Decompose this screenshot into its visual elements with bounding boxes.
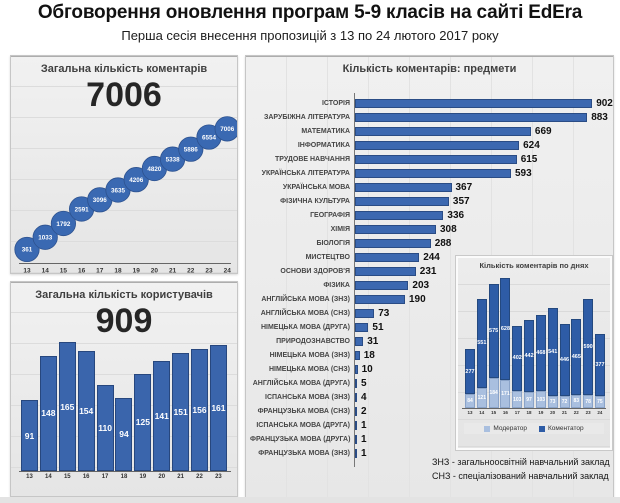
total-comments-title: Загальна кількість коментарів bbox=[40, 63, 208, 75]
x-tick-label: 24 bbox=[223, 267, 231, 273]
users-x-axis-labels bbox=[21, 474, 227, 480]
subject-value: 1 bbox=[361, 419, 367, 431]
day-stacked-bar bbox=[465, 349, 475, 408]
users-bar-value: 151 bbox=[173, 407, 188, 418]
subject-label: АНГЛІЙСЬКА МОВА (ДРУГА) bbox=[252, 379, 350, 387]
day-commentator-value: 575 bbox=[489, 328, 499, 335]
subject-label: ІСПАНСЬКА МОВА (ЗНЗ) bbox=[265, 393, 350, 401]
subject-label: ІСТОРІЯ bbox=[321, 99, 350, 107]
subject-value: 5 bbox=[361, 377, 367, 389]
subject-value: 10 bbox=[361, 363, 373, 375]
subject-label: ЗАРУБІЖНА ЛІТЕРАТУРА bbox=[263, 113, 350, 121]
day-moderator-segment bbox=[524, 392, 534, 408]
subject-label: БІОЛОГІЯ bbox=[316, 239, 350, 247]
day-x-tick: 24 bbox=[597, 410, 603, 415]
users-bar bbox=[40, 356, 57, 471]
footnote-znz: ЗНЗ - загальноосвітній навчальний заклад bbox=[432, 457, 610, 467]
day-moderator-segment bbox=[595, 396, 605, 408]
subject-label: НІМЕЦЬКА МОВА (ЗНЗ) bbox=[269, 351, 350, 359]
subject-value: 231 bbox=[419, 265, 437, 277]
day-moderator-value: 121 bbox=[477, 395, 486, 402]
legend-item bbox=[539, 425, 584, 432]
day-commentator-segment bbox=[524, 320, 534, 392]
users-x-tick: 15 bbox=[63, 474, 71, 480]
day-stacked-bar bbox=[477, 299, 487, 408]
users-bar-value: 148 bbox=[41, 408, 56, 419]
day-moderator-value: 83 bbox=[573, 398, 580, 405]
subject-bar bbox=[355, 239, 431, 248]
subject-value: 624 bbox=[523, 139, 540, 151]
day-moderator-value: 73 bbox=[549, 399, 556, 406]
days-legend bbox=[464, 423, 604, 434]
day-moderator-value: 171 bbox=[501, 391, 510, 398]
day-moderator-value: 72 bbox=[561, 399, 568, 406]
page-title: Обговорення оновлення програм 5-9 класів на сайті EdEra bbox=[37, 2, 583, 23]
subject-label: ІСПАНСЬКА МОВА (ДРУГА) bbox=[256, 421, 350, 429]
subject-label: ІНФОРМАТИКА bbox=[297, 141, 350, 149]
users-bar-value: 161 bbox=[211, 403, 226, 414]
day-commentator-value: 541 bbox=[548, 349, 558, 356]
total-users-title: Загальна кількість користувачів bbox=[35, 289, 213, 301]
day-commentator-segment bbox=[489, 284, 499, 378]
subject-label: ПРИРОДОЗНАВСТВО bbox=[276, 337, 350, 345]
subject-value: 51 bbox=[372, 321, 384, 333]
day-x-tick: 19 bbox=[538, 410, 544, 415]
data-point-label: 5338 bbox=[165, 156, 180, 164]
day-x-tick: 22 bbox=[573, 410, 579, 415]
total-users-panel bbox=[10, 281, 238, 497]
x-tick-label: 16 bbox=[77, 267, 86, 273]
subject-bar bbox=[355, 435, 357, 444]
data-point-label: 1033 bbox=[38, 234, 53, 242]
subject-bar bbox=[355, 309, 374, 318]
day-x-tick: 15 bbox=[491, 410, 497, 415]
day-x-tick: 23 bbox=[585, 410, 591, 415]
day-commentator-segment bbox=[560, 324, 570, 397]
subject-row bbox=[250, 236, 609, 250]
day-x-tick: 16 bbox=[502, 410, 508, 415]
users-bar-value: 141 bbox=[154, 411, 169, 421]
day-x-tick: 20 bbox=[550, 410, 556, 415]
subject-bar bbox=[355, 267, 416, 276]
users-bar-value: 156 bbox=[192, 405, 207, 416]
subject-row bbox=[250, 110, 609, 124]
total-users-big-number: 909 bbox=[95, 302, 153, 340]
day-commentator-value: 377 bbox=[595, 362, 605, 369]
data-point-label: 5886 bbox=[183, 146, 198, 154]
page-subtitle: Перша сесія внесення пропозицій з 13 по 24 лютого 2017 року bbox=[121, 28, 499, 43]
data-point-label: 4820 bbox=[147, 165, 162, 173]
users-bar-value: 154 bbox=[79, 405, 94, 416]
x-tick-label: 19 bbox=[132, 267, 140, 273]
x-tick-label: 20 bbox=[150, 267, 159, 273]
day-x-tick: 21 bbox=[561, 410, 567, 415]
subject-label: ТРУДОВЕ НАВЧАННЯ bbox=[275, 155, 350, 163]
subject-row bbox=[250, 222, 609, 236]
data-point-label: 2591 bbox=[74, 206, 89, 214]
users-bar-value: 165 bbox=[60, 401, 75, 412]
subject-value: 357 bbox=[452, 195, 470, 207]
day-stacked-bar bbox=[524, 320, 534, 408]
day-commentator-segment bbox=[548, 308, 558, 396]
subject-value: 1 bbox=[361, 433, 367, 445]
subject-value: 190 bbox=[409, 293, 426, 305]
subject-label: ФІЗИЧНА КУЛЬТУРА bbox=[280, 197, 350, 205]
day-commentator-value: 551 bbox=[477, 340, 487, 347]
subject-bar bbox=[355, 449, 357, 458]
users-bar bbox=[115, 398, 132, 471]
users-x-tick: 17 bbox=[101, 474, 109, 480]
subject-bar bbox=[355, 351, 360, 360]
day-moderator-segment bbox=[477, 388, 487, 408]
x-tick-label: 21 bbox=[168, 267, 177, 273]
comments-by-subject-panel bbox=[245, 55, 614, 498]
subject-value: 669 bbox=[534, 125, 552, 137]
legend-swatch bbox=[484, 426, 490, 432]
subject-label: ФРАНЦУЗЬКА МОВА (СНЗ) bbox=[257, 407, 350, 415]
users-bar-chart bbox=[21, 342, 227, 471]
subject-value: 18 bbox=[363, 349, 375, 361]
users-bar-value: 91 bbox=[24, 430, 35, 441]
users-x-axis bbox=[19, 471, 231, 472]
data-point-label: 7006 bbox=[220, 126, 235, 134]
subject-label: МИСТЕЦТВО bbox=[305, 253, 350, 261]
subject-row bbox=[250, 152, 609, 166]
subject-bar bbox=[355, 127, 531, 136]
subject-bar bbox=[355, 323, 368, 332]
subject-value: 1 bbox=[361, 447, 367, 459]
subject-bar bbox=[355, 99, 592, 108]
subject-value: 615 bbox=[520, 153, 538, 165]
subject-bar bbox=[355, 281, 408, 290]
users-bar bbox=[134, 374, 151, 472]
day-moderator-segment bbox=[560, 396, 570, 408]
day-moderator-segment bbox=[465, 394, 475, 408]
day-stacked-bar bbox=[489, 284, 499, 408]
subject-bar bbox=[355, 295, 405, 304]
x-tick-label: 23 bbox=[205, 267, 213, 273]
day-stacked-bar bbox=[595, 334, 605, 408]
subject-label: ФРАНЦУЗЬКА МОВА (ДРУГА) bbox=[250, 435, 351, 443]
subject-label: ОСНОВИ ЗДОРОВ'Я bbox=[280, 267, 350, 275]
subject-label: НІМЕЦЬКА МОВА (СНЗ) bbox=[268, 365, 350, 373]
legend-label: Модератор bbox=[493, 425, 527, 432]
day-stacked-bar bbox=[571, 319, 581, 408]
users-x-tick: 18 bbox=[120, 474, 128, 480]
day-moderator-segment bbox=[489, 378, 499, 408]
bottom-strip bbox=[0, 497, 620, 503]
subject-label: ФРАНЦУЗЬКА МОВА (ЗНЗ) bbox=[258, 449, 350, 457]
users-x-tick: 21 bbox=[177, 474, 184, 480]
subject-value: 2 bbox=[361, 405, 367, 417]
subject-row bbox=[250, 124, 609, 138]
users-bar bbox=[21, 400, 38, 471]
subject-bar bbox=[355, 141, 519, 150]
data-point-label: 1792 bbox=[56, 220, 71, 228]
subject-row bbox=[250, 208, 609, 222]
legend-label: Коментатор bbox=[548, 425, 584, 432]
subject-row bbox=[250, 96, 613, 110]
day-commentator-value: 277 bbox=[465, 368, 475, 375]
days-x-axis bbox=[462, 408, 606, 409]
subject-bar bbox=[355, 421, 357, 430]
day-commentator-segment bbox=[465, 349, 475, 394]
days-stacked-bar-chart bbox=[465, 272, 605, 408]
subject-label: АНГЛІЙСЬКА МОВА (СНЗ) bbox=[260, 309, 350, 317]
users-bar bbox=[172, 353, 189, 471]
day-commentator-segment bbox=[500, 278, 510, 380]
footnotes bbox=[432, 455, 610, 483]
subject-value: 203 bbox=[412, 279, 430, 291]
day-moderator-value: 97 bbox=[526, 397, 532, 404]
legend-swatch bbox=[539, 426, 545, 432]
subject-value: 883 bbox=[591, 111, 608, 123]
x-tick-label: 22 bbox=[187, 267, 195, 273]
subject-bar bbox=[355, 379, 357, 388]
day-x-tick: 18 bbox=[526, 410, 532, 415]
day-commentator-value: 628 bbox=[500, 325, 511, 332]
cumulative-line-svg bbox=[11, 56, 237, 273]
x-tick-label: 13 bbox=[23, 267, 31, 273]
subject-row bbox=[250, 138, 609, 152]
subject-bar bbox=[355, 393, 357, 402]
x-tick-label: 14 bbox=[41, 267, 49, 273]
day-moderator-segment bbox=[548, 396, 558, 408]
data-point-label: 361 bbox=[21, 246, 33, 254]
subject-label: ФІЗИКА bbox=[323, 281, 350, 289]
day-stacked-bar bbox=[500, 278, 510, 408]
users-x-tick: 13 bbox=[26, 474, 33, 480]
legend-item bbox=[484, 425, 527, 432]
day-moderator-value: 103 bbox=[536, 396, 546, 403]
day-moderator-segment bbox=[536, 391, 546, 408]
day-commentator-segment bbox=[477, 299, 487, 389]
day-stacked-bar bbox=[560, 324, 570, 408]
total-comments-panel bbox=[10, 55, 238, 274]
users-bar bbox=[191, 349, 208, 471]
day-moderator-segment bbox=[583, 395, 593, 408]
day-commentator-segment bbox=[595, 334, 605, 396]
users-bar bbox=[78, 351, 95, 471]
comments-by-subject-title: Кількість коментарів: предмети bbox=[342, 63, 517, 75]
users-x-tick: 20 bbox=[158, 474, 166, 480]
users-x-tick: 19 bbox=[139, 474, 147, 480]
day-moderator-value: 103 bbox=[513, 396, 522, 403]
subject-bar bbox=[355, 211, 443, 220]
users-bar bbox=[210, 345, 227, 471]
users-bar-value: 94 bbox=[119, 429, 129, 440]
subject-row bbox=[250, 194, 609, 208]
total-comments-big-number: 7006 bbox=[86, 76, 162, 114]
users-bar bbox=[153, 361, 170, 471]
subject-bar bbox=[355, 407, 357, 416]
subject-row bbox=[250, 180, 609, 194]
subject-bar bbox=[355, 225, 436, 234]
users-x-tick: 22 bbox=[196, 474, 203, 480]
subject-bar bbox=[355, 113, 587, 122]
users-x-tick: 16 bbox=[82, 474, 90, 480]
day-moderator-segment bbox=[512, 391, 522, 408]
subject-label: АНГЛІЙСЬКА МОВА (ЗНЗ) bbox=[261, 295, 350, 303]
subject-bar bbox=[355, 337, 363, 346]
day-commentator-value: 446 bbox=[559, 356, 570, 363]
days-x-axis-labels bbox=[465, 410, 605, 415]
subject-label: МАТЕМАТИКА bbox=[301, 127, 350, 135]
day-stacked-bar bbox=[512, 326, 522, 408]
footnote-snz: СНЗ - спеціалізований навчальний заклад bbox=[432, 471, 609, 481]
day-commentator-value: 465 bbox=[571, 353, 581, 360]
x-tick-label: 17 bbox=[96, 267, 104, 273]
subject-label: УКРАЇНСЬКА ЛІТЕРАТУРА bbox=[261, 169, 350, 177]
users-bar bbox=[59, 342, 76, 471]
data-point-label: 3635 bbox=[110, 187, 126, 195]
data-point-label: 4206 bbox=[129, 176, 144, 184]
subject-value: 367 bbox=[455, 181, 473, 193]
x-tick-label: 18 bbox=[114, 267, 122, 273]
subject-row bbox=[250, 166, 609, 180]
subject-value: 244 bbox=[423, 251, 440, 263]
day-commentator-value: 590 bbox=[583, 344, 593, 351]
day-commentator-value: 402 bbox=[512, 355, 522, 362]
subject-bar bbox=[355, 155, 517, 164]
users-bar bbox=[97, 385, 114, 471]
day-commentator-segment bbox=[536, 315, 546, 391]
day-commentator-value: 468 bbox=[536, 350, 546, 357]
subject-value: 73 bbox=[378, 307, 390, 319]
day-moderator-segment bbox=[500, 380, 510, 408]
subject-bar bbox=[355, 253, 419, 262]
subject-value: 288 bbox=[434, 237, 452, 249]
day-moderator-value: 75 bbox=[597, 398, 603, 405]
subject-value: 902 bbox=[596, 97, 613, 109]
subject-value: 336 bbox=[447, 209, 465, 221]
subject-bar bbox=[355, 183, 452, 192]
subject-value: 31 bbox=[367, 335, 379, 347]
day-commentator-segment bbox=[583, 299, 593, 395]
subject-bar bbox=[355, 169, 511, 178]
subject-bar bbox=[355, 365, 358, 374]
day-x-tick: 14 bbox=[479, 410, 485, 415]
day-x-tick: 17 bbox=[514, 410, 520, 415]
x-tick-label: 15 bbox=[59, 267, 68, 273]
subject-value: 593 bbox=[515, 167, 532, 179]
day-moderator-value: 78 bbox=[585, 398, 591, 405]
subject-label: ГЕОГРАФІЯ bbox=[310, 211, 350, 219]
subject-label: НІМЕЦЬКА МОВА (ДРУГА) bbox=[260, 323, 350, 331]
day-moderator-value: 84 bbox=[467, 398, 473, 405]
users-bar-value: 125 bbox=[135, 417, 150, 428]
users-bar-value: 110 bbox=[98, 423, 112, 434]
day-commentator-segment bbox=[512, 326, 522, 392]
day-stacked-bar bbox=[536, 315, 546, 408]
day-commentator-value: 442 bbox=[524, 353, 534, 360]
subject-label: УКРАЇНСЬКА МОВА bbox=[282, 183, 350, 191]
users-x-tick: 23 bbox=[215, 474, 222, 480]
comments-by-day-panel bbox=[456, 256, 612, 450]
comments-by-day-title: Кількість коментарів по днях bbox=[479, 261, 589, 270]
day-moderator-value: 184 bbox=[489, 390, 498, 396]
day-stacked-bar bbox=[548, 308, 558, 408]
data-point-label: 3096 bbox=[92, 197, 107, 205]
users-x-tick: 14 bbox=[45, 474, 52, 480]
data-point-label: 6554 bbox=[201, 134, 217, 142]
day-commentator-segment bbox=[571, 319, 581, 395]
subject-value: 308 bbox=[440, 223, 457, 235]
subject-label: ХІМІЯ bbox=[330, 225, 350, 233]
day-stacked-bar bbox=[583, 299, 593, 408]
day-x-tick: 13 bbox=[467, 410, 473, 415]
day-moderator-segment bbox=[571, 395, 581, 409]
subject-bar bbox=[355, 197, 449, 206]
subject-value: 4 bbox=[361, 391, 367, 403]
